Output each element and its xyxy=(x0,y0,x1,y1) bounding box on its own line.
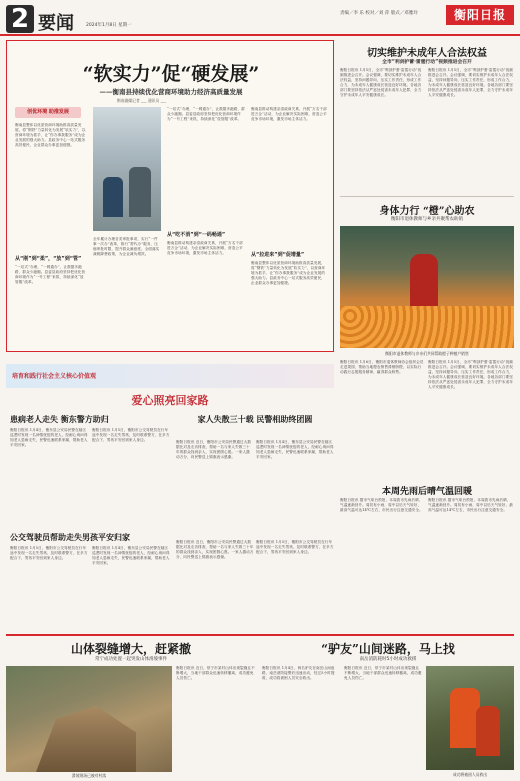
story-body: 衡阳日报讯 1月5日，衡阳市公交驾驶员在行车途中发现一名走失男孩，及时联系警方，在多方配合下，男孩平安回到家人身边。 xyxy=(256,540,334,554)
photo-figure xyxy=(410,254,438,314)
story-body: 衡阳日报讯 1月4日，衡东县公安局民警在辖区巡逻时发现一名神情恍惚的老人，经耐心询问得知老人患病走失，民警迅速联系家属，帮助老人平安回家。 xyxy=(92,546,170,565)
lead-title: “软实力”促“硬发展” xyxy=(82,63,260,85)
bottom-story-body: 衡阳日报讯 1月4日，两名驴友在南岳山间迷路，南岳消防接警后迅速出动，经过5小时搜救，成功将被困人员安全救出。 xyxy=(262,666,335,680)
right-story-title: 切实维护未成年人合法权益 xyxy=(367,48,487,59)
rescue-photo xyxy=(426,666,514,770)
banner-title: 爱心照亮回家路 xyxy=(131,394,209,407)
lead-subtitle: ——衡南县持续优化营商环境助力经济高质量发展 xyxy=(99,88,243,96)
header-rule xyxy=(0,34,520,36)
feature-col-2: 衡阳日报讯 1月5日，全市“利剑护蕾·雷霆行动”视频推进会召开。会议强调，要切实维护未成年人合法权益，坚持问题导向，压实工作责任，形成工作合力，为未成年人健康成长营造良好环境。各地各部门要坚持依法从严惩处侵害未成年人犯罪，全力守护未成年人平安健康成长。 xyxy=(428,360,514,389)
photo-figure xyxy=(129,167,151,217)
feature-photo xyxy=(340,226,514,348)
right-story-col-1: 衡阳日报讯 1月5日，全市“利剑护蕾·雷霆行动”视频推进会召开。会议强调，要切实维护未成年人合法权益，坚持问题导向，压实工作责任，形成工作合力，为未成年人健康成长营造良好环境。各地各部门要坚持依法从严惩处侵害未成年人犯罪，全力守护未成年人平安健康成长。 xyxy=(340,68,422,97)
bottom-story-title: 山体裂缝增大，赶紧撤 xyxy=(70,642,191,656)
photo-caption: 滑坡现场已被对村落 xyxy=(71,773,107,778)
story-body: 衡阳日报讯 近日，衡阳市公安局民警通过大数据比对及走访排查，帮助一名与家人失散三十年的群众找到亲人，实现团圆心愿。一家人激动万分，向民警送上锦旗表示感谢。 xyxy=(176,540,254,559)
bottom-story-subtitle: 常宁成功处置一起突发山体滑坡事件 xyxy=(95,657,167,662)
feature-title: 身体力行 “橙”心助农 xyxy=(379,206,475,217)
lead-subhead-2: 从“吃不消”到“一码畅通” xyxy=(167,232,226,238)
feature-subtitle: 衡阳市退休教师与乡亲共聚帮农助销 xyxy=(391,217,463,222)
lead-col-3: “一站式”办理，“一网通办”，让数据多跑路，群众少跑腿。县委县政府坚持把优化营商环境作为“一号工程”来抓，持续深化“放管服”改革。 xyxy=(167,107,245,121)
lead-col-1b: “一站式”办理，“一网通办”，让数据多跑路，群众少跑腿。县委县政府坚持把优化营商环境作为“一号工程”来抓，持续深化“放管服”改革。 xyxy=(15,265,86,284)
photo-figure xyxy=(476,706,500,756)
story-body: 衡阳日报讯 1月5日，衡阳市公交驾驶员在行车途中发现一名走失男孩，及时联系警方，在多方配合下，男孩平安回到家人身边。 xyxy=(92,428,170,442)
bottom-story-title: “驴友”山间迷路，马上找 xyxy=(321,642,455,656)
bottom-story-body: 衡阳日报讯 近日，常宁市某村山体出现裂缝且不断增大，当地干部群众迅速转移撤离，成功避免人员伤亡。 xyxy=(344,666,422,680)
masthead-logo: 衡阳日报 xyxy=(446,5,514,25)
photo-caption: 成功将被困人员救出 xyxy=(452,772,488,777)
story-body: 衡阳日报讯 近日，衡阳市公安局民警通过大数据比对及走访排查，帮助一名与家人失散三十年的群众找到亲人，实现团圆心愿。一家人激动万分，向民警送上锦旗表示感谢。 xyxy=(176,440,252,459)
right-story-subtitle: 全市“利剑护蕾·雷霆行动”视频推进会召开 xyxy=(382,60,472,65)
story-title: 家人失散三十载 民警相助终团圆 xyxy=(197,414,313,424)
page-number-badge: 2 xyxy=(6,5,34,33)
lead-tag xyxy=(15,107,81,118)
lead-col-2: 全年累计办理各类审批事项，实行“一件事一次办”改革，推行“帮代办”服务，压缩审批时限，提升群众满意度。全面落实减税降费政策，为企业减负增效。 xyxy=(93,237,160,256)
story-title: 患病老人走失 衡东警方助归 xyxy=(10,414,109,424)
lead-story xyxy=(6,40,334,352)
landslide-photo xyxy=(6,666,172,772)
lead-photo xyxy=(93,107,161,231)
section-title: 要闻 xyxy=(38,13,74,34)
feature-col-1: 衡阳日报讯 1月6日，衡阳市退休教师协会组织会员走进果园，帮助当地橙农销售滞销脐橙，以实际行动践行志愿服务精神，赢得群众称赞。 xyxy=(340,360,424,374)
issue-date: 2024年1月8日 星期一 xyxy=(86,23,132,28)
landslide xyxy=(36,706,136,772)
story-body: 衡阳日报讯 1月4日，衡东县公安局民警在辖区巡逻时发现一名神情恍惚的老人，经耐心询问得知老人患病走失，民警迅速联系家属，帮助老人平安回家。 xyxy=(10,428,88,447)
story-body: 衡阳日报讯 1月4日，衡东县公安局民警在辖区巡逻时发现一名神情恍惚的老人，经耐心询问得知老人患病走失，民警迅速联系家属，帮助老人平安回家。 xyxy=(256,440,334,459)
feature-caption: 衡阳市退休教师与乡亲们共同帮助橙子种植户销售 xyxy=(385,351,469,356)
bottom-story-body: 衡阳日报讯 近日，常宁市某村山体出现裂缝且不断增大，当地干部群众迅速转移撤离，成功避免人员伤亡。 xyxy=(176,666,255,680)
lead-col-1: 衡南县整体以优质营商环境助推高质量发展，将“钢铁”力量转化为发展“软实力”，以营商环境为抓手，让“你办事我服务”成为企业发展的强大助力。县政务中心一站式服务高效便民，企业群众办事更加便捷。 xyxy=(15,123,86,147)
divider xyxy=(340,196,514,197)
story-title: 本周先雨后晴气温回暖 xyxy=(381,487,472,497)
banner-left-label: 培育和践行社会主义核心价值观 xyxy=(12,373,97,380)
lead-subhead-3: 从“拉进来”到“促增量” xyxy=(251,252,305,258)
story-title: 公交驾驶员帮助走失男孩平安归家 xyxy=(10,532,130,542)
lead-col-4: 衡南县推动构建亲清政商关系，开展“万名干部进万企”活动，为企业解决实际困难，营造公平竞争市场环境，激发市场主体活力。 xyxy=(251,107,327,121)
editor-credits: 责编／李 乐 校对／刘 萍 版式／邓雅玲 xyxy=(340,11,418,16)
lead-subhead-1: 从“刚”到“柔”，“放”到“管” xyxy=(15,256,82,262)
photo-figure xyxy=(103,177,123,217)
lead-col-3b: 衡南县推动构建亲清政商关系，开展“万名干部进万企”活动，为企业解决实际困难，营造公平竞争市场环境，激发市场主体活力。 xyxy=(167,241,243,255)
topic-banner xyxy=(6,364,334,388)
story-body: 衡阳日报讯 据市气象台预报，本周我市先雨后晴，气温逐渐回升。周初有小雨，周中以后天气转好，最高气温可达14℃左右，市民出行注意交通安全。 xyxy=(340,498,423,512)
right-story-col-2: 衡阳日报讯 1月5日，全市“利剑护蕾·雷霆行动”视频推进会召开。会议强调，要切实维护未成年人合法权益，坚持问题导向，压实工作责任，形成工作合力，为未成年人健康成长营造良好环境。各地各部门要坚持依法从严惩处侵害未成年人犯罪，全力守护未成年人平安健康成长。 xyxy=(428,68,514,97)
bottom-story-subtitle: 南岳消防耗时5小时成功救援 xyxy=(359,657,417,662)
story-body: 衡阳日报讯 据市气象台预报，本周我市先雨后晴，气温逐渐回升。周初有小雨，周中以后天气转好，最高气温可达14℃左右，市民出行注意交通安全。 xyxy=(428,498,513,512)
lead-tag-label: 创优环境 助推发展 xyxy=(27,109,69,115)
lead-byline: 衡南融媒记者 ___ 通讯员 ___ xyxy=(117,98,167,103)
section-divider xyxy=(6,634,514,636)
oranges xyxy=(340,306,514,348)
story-body: 衡阳日报讯 1月5日，衡阳市公交驾驶员在行车途中发现一名走失男孩，及时联系警方，在多方配合下，男孩平安回到家人身边。 xyxy=(10,546,88,560)
lead-col-4b: 衡南县整体以优质营商环境助推高质量发展，将“钢铁”力量转化为发展“软实力”，以营商环境为抓手，让“你办事我服务”成为企业发展的强大助力。县政务中心一站式服务高效便民，企业群众办事更加便捷。 xyxy=(251,261,326,285)
